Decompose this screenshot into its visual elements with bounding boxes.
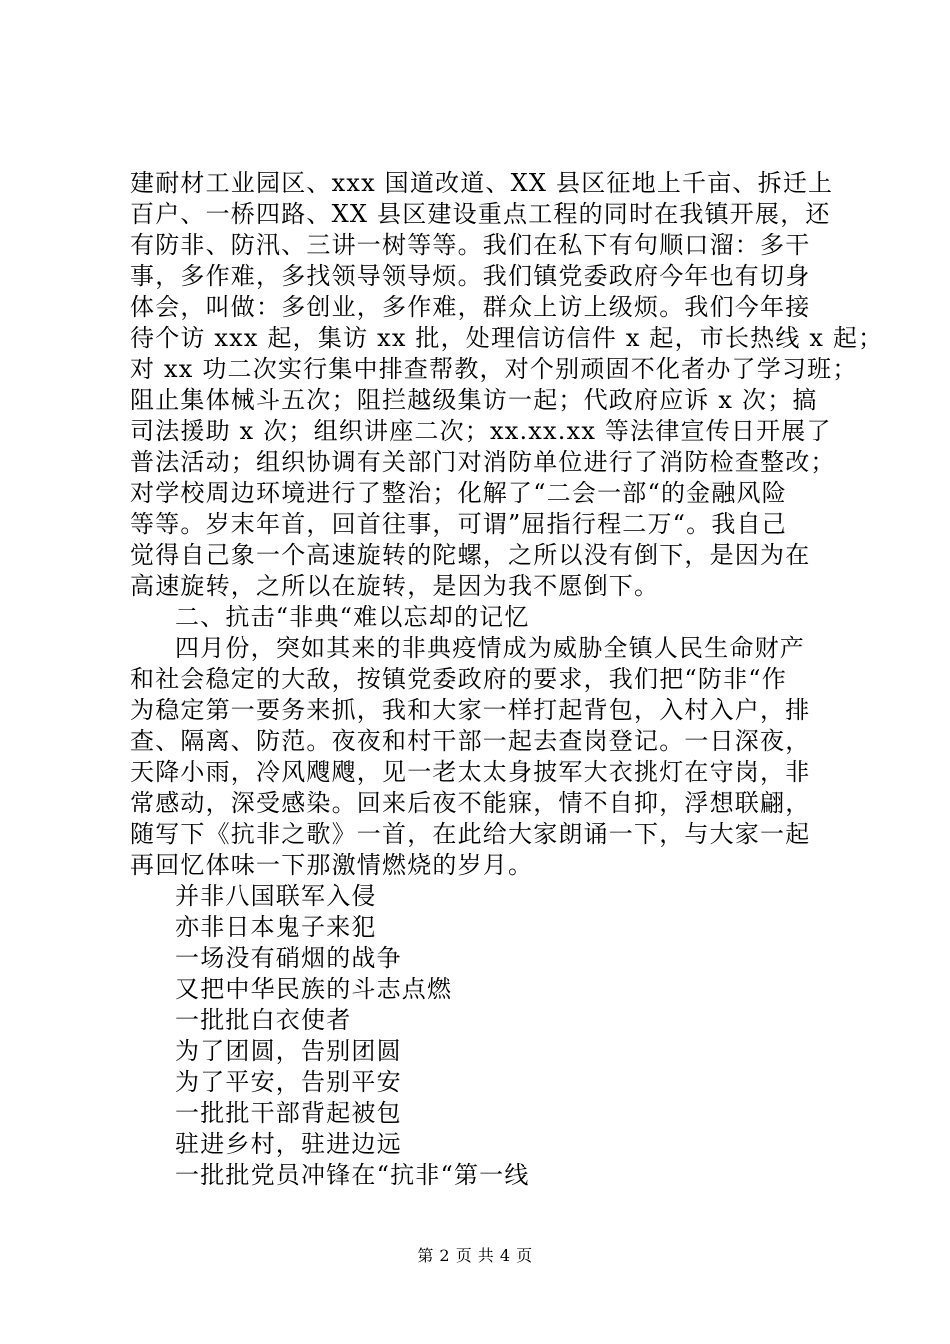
text-line: 司法援助 x 次；组织讲座二次；xx.xx.xx 等法律宣传日开展了	[130, 417, 832, 445]
poem-line: 为了平安，告别平安	[175, 1068, 402, 1096]
text-line: 查、隔离、防范。夜夜和村干部一起去查岗登记。一日深夜，	[130, 727, 811, 755]
text-line: 待个访 xxx 起，集访 xx 批，处理信访信件 x 起，市长热线 x 起；	[130, 324, 884, 352]
text-line: 再回忆体味一下那激情燃烧的岁月。	[130, 851, 534, 879]
text-line: 高速旋转，之所以在旋转，是因为我不愿倒下。	[130, 572, 660, 600]
text-line: 体会，叫做：多创业，多作难，群众上访上级烦。我们今年接	[130, 293, 811, 321]
text-line: 天降小雨，冷风飕飕，见一老太太身披军大衣挑灯在守岗，非	[130, 758, 811, 786]
text-line: 事，多作难，多找领导领导烦。我们镇党委政府今年也有切身	[130, 262, 811, 290]
text-line: 为稳定第一要务来抓，我和大家一样打起背包，入村入户，排	[130, 696, 811, 724]
poem-line: 一场没有硝烟的战争	[175, 944, 402, 972]
text-line: 百户、一桥四路、XX 县区建设重点工程的同时在我镇开展，还	[130, 200, 831, 228]
text-line: 常感动，深受感染。回来后夜不能寐，情不自抑，浮想联翩，	[130, 789, 811, 817]
text-line: 随写下《抗非之歌》一首，在此给大家朗诵一下，与大家一起	[130, 820, 811, 848]
poem-line: 亦非日本鬼子来犯	[175, 913, 377, 941]
poem-line: 为了团圆，告别团圆	[175, 1037, 402, 1065]
poem-line: 驻进乡村，驻进边远	[175, 1130, 402, 1158]
paragraph-1	[130, 168, 884, 602]
text-line: 四月份，突如其来的非典疫情成为威胁全镇人民生命财产	[175, 634, 805, 662]
poem-line: 一批批干部背起被包	[175, 1099, 402, 1127]
poem-line: 又把中华民族的斗志点燃	[175, 975, 453, 1003]
text-line: 等等。岁末年首，回首往事，可谓”屈指行程二万“。我自己	[130, 510, 787, 538]
poem-line: 一批批党员冲锋在“抗非“第一线	[175, 1161, 530, 1189]
text-line: 和社会稳定的大敌，按镇党委政府的要求，我们把“防非“作	[130, 665, 787, 693]
text-line: 对学校周边环境进行了整治；化解了“二会一部“的金融风险	[130, 479, 787, 507]
poem-line: 一批批白衣使者	[175, 1006, 352, 1034]
paragraph-2	[130, 633, 835, 881]
page-footer: 第 2 页 共 4 页	[417, 1246, 533, 1265]
text-line: 阻止集体械斗五次；阻拦越级集访一起；代政府应诉 x 次；搞	[130, 386, 818, 414]
poem-line: 并非八国联军入侵	[175, 882, 377, 910]
text-line: 建耐材工业园区、xxx 国道改道、XX 县区征地上千亩、拆迁上	[130, 169, 834, 197]
section-heading: 二、抗击“非典“难以忘却的记忆	[175, 603, 530, 631]
document-body	[130, 168, 884, 1191]
text-line: 普法活动；组织协调有关部门对消防单位进行了消防检查整改；	[130, 448, 836, 476]
poem	[130, 881, 835, 1191]
text-line: 对 xx 功二次实行集中排查帮教，对个别顽固不化者办了学习班；	[130, 355, 858, 383]
text-line: 觉得自己象一个高速旋转的陀螺，之所以没有倒下，是因为在	[130, 541, 811, 569]
text-line: 有防非、防汛、三讲一树等等。我们在私下有句顺口溜：多干	[130, 231, 811, 259]
